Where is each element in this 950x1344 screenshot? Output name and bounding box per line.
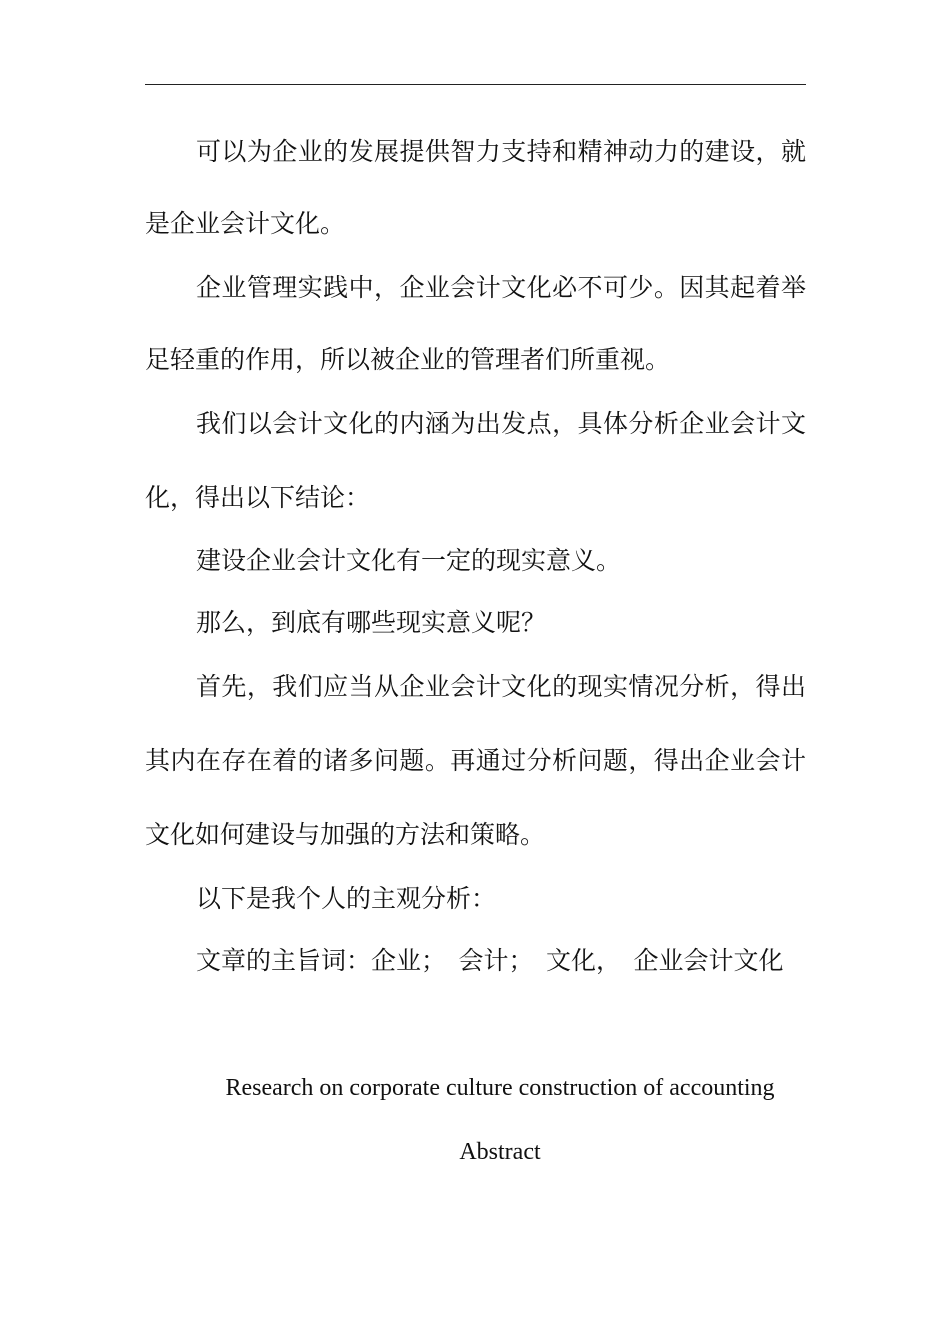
paragraph-2-line-1: 企业管理实践中，企业会计文化必不可少。因其起着举: [196, 273, 806, 302]
paragraph-5: 那么，到底有哪些现实意义呢？: [196, 608, 547, 637]
paragraph-2-line-2: 足轻重的作用，所以被企业的管理者们所重视。: [145, 345, 671, 374]
paragraph-3-line-2: 化，得出以下结论：: [145, 483, 371, 512]
paragraph-6-line-2: 其内在存在着的诸多问题。再通过分析问题，得出企业会计: [145, 746, 806, 775]
abstract-heading: Abstract: [459, 1139, 541, 1165]
header-rule: [145, 84, 806, 85]
paragraph-4: 建设企业会计文化有一定的现实意义。: [196, 546, 622, 575]
keywords-line: 文章的主旨词：企业； 会计； 文化， 企业会计文化: [196, 946, 784, 975]
paragraph-7: 以下是我个人的主观分析：: [196, 884, 497, 913]
paragraph-1-line-2: 是企业会计文化。: [145, 209, 346, 238]
english-title: Research on corporate culture construction of accounting: [225, 1075, 775, 1101]
paragraph-1-line-1: 可以为企业的发展提供智力支持和精神动力的建设，就: [196, 137, 806, 166]
paragraph-6-line-1: 首先，我们应当从企业会计文化的现实情况分析，得出: [196, 672, 806, 701]
paragraph-3-line-1: 我们以会计文化的内涵为出发点，具体分析企业会计文: [196, 409, 806, 438]
paragraph-6-line-3: 文化如何建设与加强的方法和策略。: [145, 820, 546, 849]
